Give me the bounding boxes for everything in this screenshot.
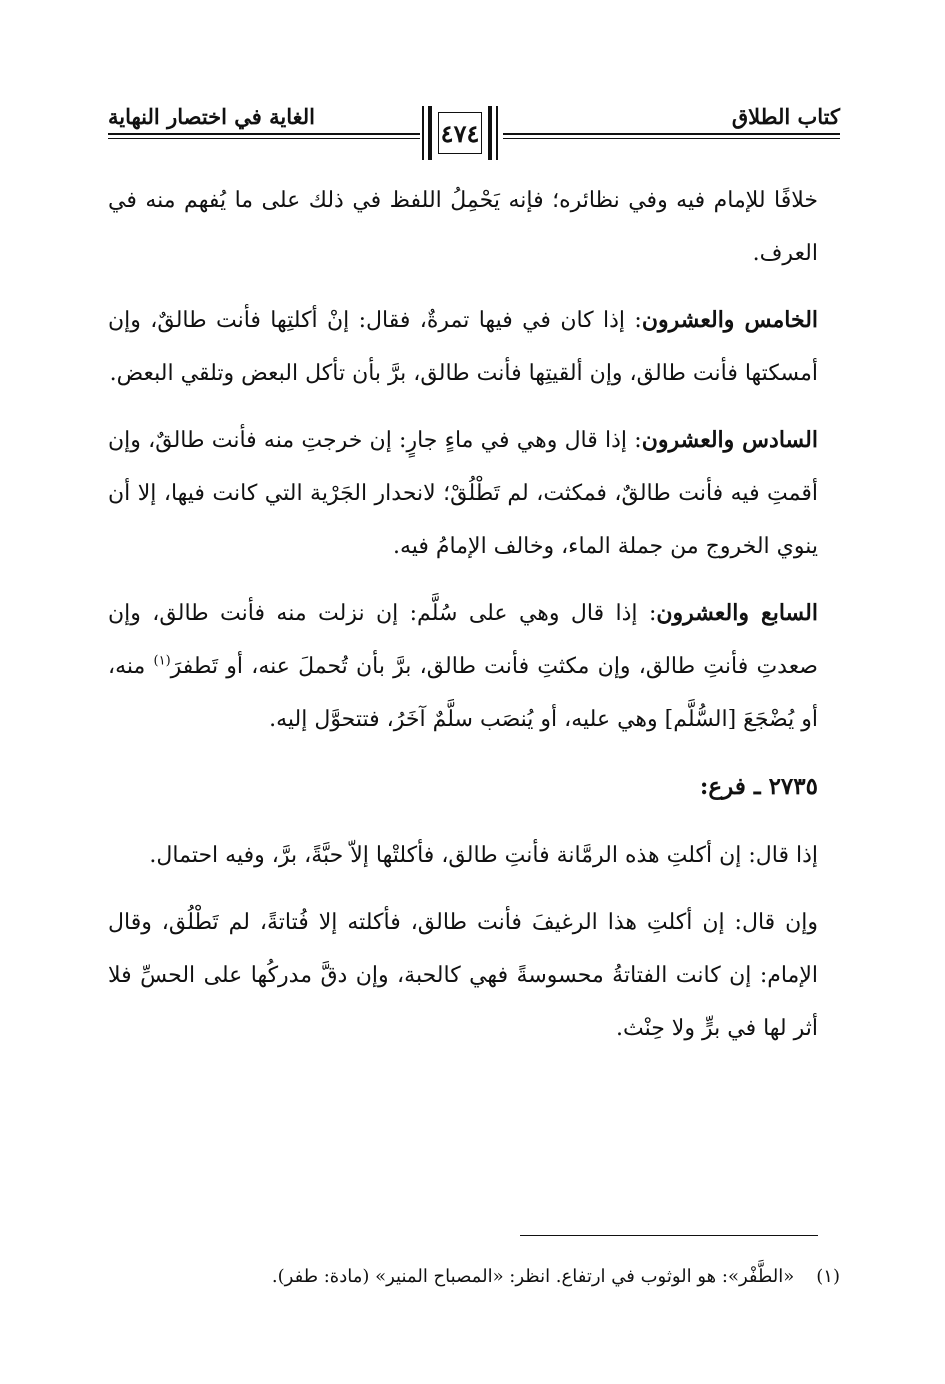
page-number: ٤٧٤: [438, 112, 482, 154]
footnote-text: «الطَّفْر»: هو الوثوب في ارتفاع. انظر: «المصباح المنير» (مادة: طفر).: [271, 1266, 795, 1287]
paragraph-3: [108, 414, 818, 573]
page-number-frame: [420, 106, 500, 160]
body-text: [108, 174, 818, 1069]
footnote-divider: [520, 1235, 818, 1236]
book-title: الغاية في اختصار النهاية: [108, 104, 315, 129]
chapter-title: كتاب الطلاق: [731, 104, 840, 129]
paragraph-4-text-b: منه، أو يُضْجَعَ [السُّلَّم] وهي عليه، أو يُنصَب سلَّمٌ آخَرُ، فتتحوَّل إليه.: [108, 654, 818, 732]
paragraph-4: [108, 587, 818, 746]
footnote: [108, 1262, 840, 1292]
section-heading: ٢٧٣٥ ـ فرع:: [699, 773, 818, 800]
footnote-reference[interactable]: (١): [153, 653, 171, 669]
header-rule-right-thin: [503, 138, 840, 139]
paragraph-4-text-a: : إذا قال وهي على سُلَّم: إن نزلت منه فأنت طالق، وإن صعدتِ فأنتِ طالق، وإن مكثتِ فأنت طالق، برَّ بأن تُحملَ عنه، أو تَطفرَ: [108, 601, 818, 679]
paragraph-6: وإن قال: إن أكلتِ هذا الرغيفَ فأنت طالق، فأكلته إلا فُتاتةً، لم تَطْلُق، وقال الإمام: إن كانت الفتاتةُ محسوسةً فهي كالحبة، وإن دقَّ مدركُها على الحسِّ فلا أثر لها في برٍّ ولا حِنْث.: [108, 910, 818, 1041]
header-rule-left: [108, 133, 420, 135]
paragraph-5: إذا قال: إن أكلتِ هذه الرمَّانة فأنتِ طالق، فأكلتْها إلاّ حبَّةً، برَّ، وفيه احتمال.: [149, 843, 818, 868]
header-rule-right: [503, 133, 840, 135]
header-rule-left-thin: [108, 138, 420, 139]
paragraph-1: خلافًا للإمام فيه وفي نظائره؛ فإنه يَحْمِلُ اللفظ في ذلك على ما يُفهم منه في العرف.: [108, 188, 818, 266]
paragraph-2-text: : إذا كان في فيها تمرةٌ، فقال: إنْ أكلتِها فأنت طالقٌ، وإن أمسكتها فأنت طالق، وإن ألقيتِها فأنت طالق، برَّ بأن تأكل البعض وتلقي البعض.: [108, 308, 818, 386]
footnote-number: (١): [816, 1266, 840, 1287]
paragraph-3-lead: السادس والعشرون: [641, 427, 818, 453]
paragraph-3-text: : إذا قال وهي في ماءٍ جارٍ: إن خرجتِ منه فأنت طالقٌ، وإن أقمتِ فيه فأنت طالقٌ، فمكثت، لم تَطْلُقْ؛ لانحدار الجَرْية التي كانت فيها، إلا أن ينوي الخروج من جملة الماء، وخالف الإمامُ فيه.: [108, 428, 818, 559]
paragraph-4-lead: السابع والعشرون: [656, 600, 818, 626]
paragraph-2-lead: الخامس والعشرون: [641, 307, 819, 333]
paragraph-2: [108, 294, 818, 400]
